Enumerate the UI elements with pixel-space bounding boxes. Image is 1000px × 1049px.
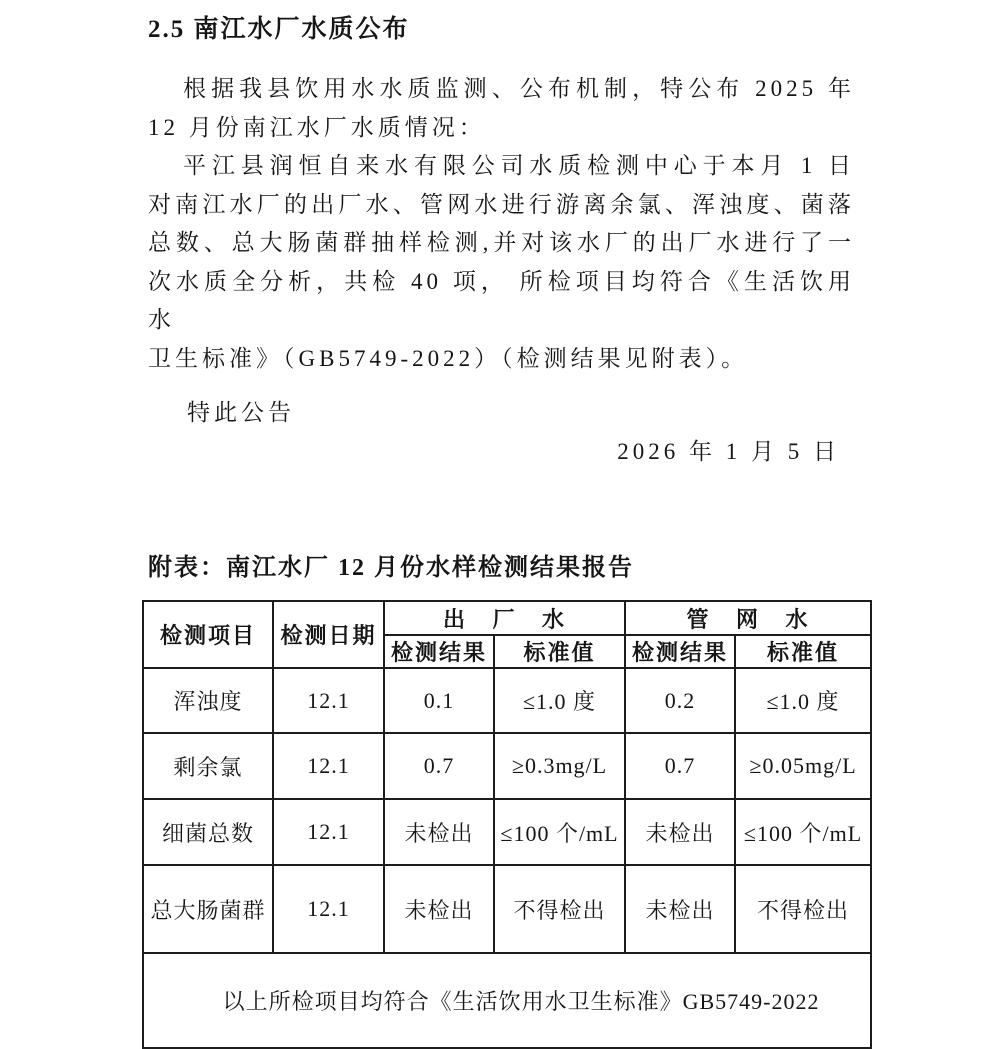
table-row-bacteria-count <box>143 799 871 865</box>
cell-item: 细菌总数 <box>143 799 273 865</box>
cell-item: 总大肠菌群 <box>143 865 273 953</box>
header-factory-result: 检测结果 <box>384 635 494 668</box>
paragraph1-line: 根据我县饮用水水质监测、公布机制，特公布 2025 年 <box>183 76 855 101</box>
cell-factory-result: 0.1 <box>384 668 494 733</box>
header-factory-standard: 标准值 <box>494 635 625 668</box>
table-footnote-row <box>143 953 871 1048</box>
cell-factory-result: 未检出 <box>384 865 494 953</box>
cell-pipe-standard: ≥0.05mg/L <box>735 733 871 799</box>
table-footnote: 以上所检项目均符合《生活饮用水卫生标准》GB5749-2022 <box>143 953 871 1048</box>
paragraph1-line: 12 月份南江水厂水质情况： <box>148 114 486 140</box>
cell-item: 浑浊度 <box>143 668 273 733</box>
cell-date: 12.1 <box>273 733 384 799</box>
body-paragraphs <box>148 70 855 378</box>
header-group-factory-water: 出 厂 水 <box>384 601 625 635</box>
cell-pipe-result: 0.7 <box>625 733 735 799</box>
closing-statement: 特此公告 <box>187 400 295 425</box>
header-group-pipe-water: 管 网 水 <box>625 601 871 635</box>
paragraph2-line: 总数、总大肠菌群抽样检测,并对该水厂的出厂水进行了一 <box>148 230 855 255</box>
cell-pipe-standard: ≤1.0 度 <box>735 668 871 733</box>
table-row-turbidity <box>143 668 871 733</box>
table-row-total-coliform <box>143 865 871 953</box>
cell-factory-standard: ≤100 个/mL <box>494 799 625 865</box>
cell-pipe-result: 未检出 <box>625 865 735 953</box>
cell-factory-standard: ≥0.3mg/L <box>494 733 625 799</box>
paragraph2-line: 卫生标准》（GB5749-2022）（检测结果见附表）。 <box>148 345 749 371</box>
results-table <box>142 600 872 1049</box>
cell-item: 剩余氯 <box>143 733 273 799</box>
table-row-residual-chlorine <box>143 733 871 799</box>
cell-factory-result: 0.7 <box>384 733 494 799</box>
cell-pipe-standard: ≤100 个/mL <box>735 799 871 865</box>
section-heading: 2.5 南江水厂水质公布 <box>148 16 410 43</box>
cell-pipe-result: 0.2 <box>625 668 735 733</box>
attachment-title: 附表：南江水厂 12 月份水样检测结果报告 <box>148 555 634 581</box>
cell-pipe-result: 未检出 <box>625 799 735 865</box>
cell-date: 12.1 <box>273 668 384 733</box>
date-line: 2026 年 1 月 5 日 <box>617 438 840 464</box>
cell-pipe-standard: 不得检出 <box>735 865 871 953</box>
cell-date: 12.1 <box>273 799 384 865</box>
cell-date: 12.1 <box>273 865 384 953</box>
paragraph2-line: 平江县润恒自来水有限公司水质检测中心于本月 1 日 <box>183 153 855 178</box>
cell-factory-standard: 不得检出 <box>494 865 625 953</box>
header-pipe-result: 检测结果 <box>625 635 735 668</box>
header-test-item: 检测项目 <box>143 601 273 668</box>
cell-factory-result: 未检出 <box>384 799 494 865</box>
table-header-row-1 <box>143 601 871 635</box>
cell-factory-standard: ≤1.0 度 <box>494 668 625 733</box>
header-test-date: 检测日期 <box>273 601 384 668</box>
header-pipe-standard: 标准值 <box>735 635 871 668</box>
paragraph2-line: 次水质全分析，共检 40 项， 所检项目均符合《生活饮用水 <box>148 268 855 332</box>
paragraph2-line: 对南江水厂的出厂水、管网水进行游离余氯、浑浊度、菌落 <box>148 191 855 217</box>
